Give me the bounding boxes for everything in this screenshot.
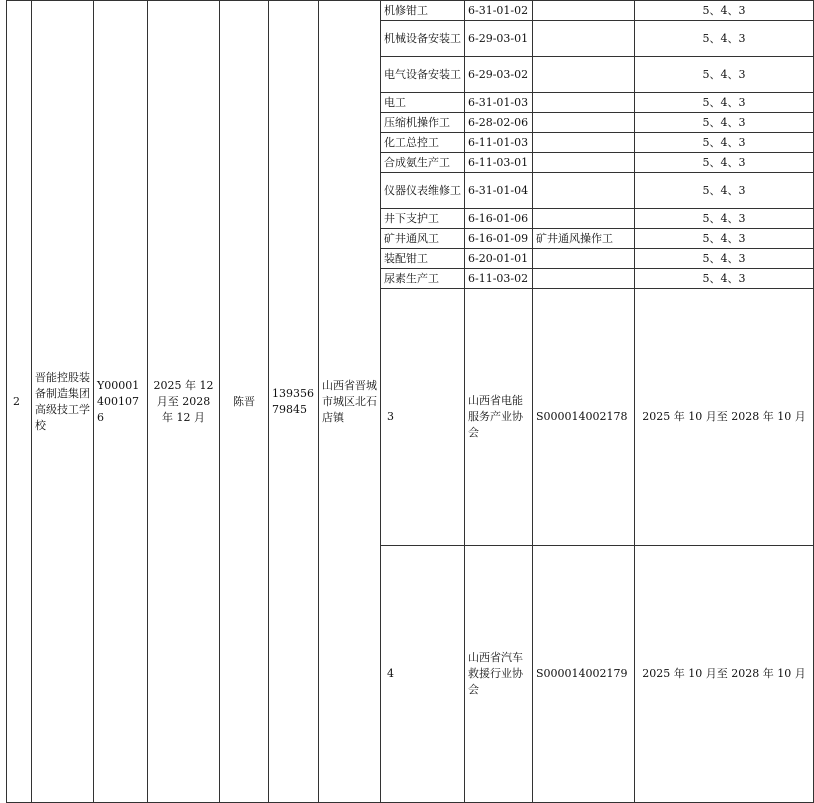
job-levels-cell: 5、4、3 [635,229,814,249]
job-sub-cell [533,269,635,289]
job-code-cell: 6-28-02-06 [465,113,533,133]
validity-period-cell: 2025 年 10 月至 2028 年 10 月 [635,546,814,803]
job-levels-cell: 5、4、3 [635,1,814,21]
job-sub-cell: 矿井通风操作工 [533,229,635,249]
job-name-cell: 仪器仪表维修工 [381,173,465,209]
job-sub-cell [533,1,635,21]
job-code-cell: 6-20-01-01 [465,249,533,269]
job-code-cell: 6-31-01-02 [465,1,533,21]
job-levels-cell: 5、4、3 [635,133,814,153]
job-sub-cell [533,113,635,133]
contact-person-cell: 陈晋 [220,1,269,803]
job-levels-cell: 5、4、3 [635,93,814,113]
address-cell: 山西省晋城市城区北石店镇 [319,1,381,803]
job-sub-cell [533,57,635,93]
org-code-cell: S000014002179 [533,546,635,803]
job-levels-cell: 5、4、3 [635,153,814,173]
job-code-cell: 6-16-01-09 [465,229,533,249]
job-code-cell: 6-11-01-03 [465,133,533,153]
job-sub-cell [533,21,635,57]
validity-period-cell: 2025 年 10 月至 2028 年 10 月 [635,289,814,546]
job-sub-cell [533,209,635,229]
job-code-cell: 6-11-03-02 [465,269,533,289]
job-levels-cell: 5、4、3 [635,57,814,93]
org-code-cell: Y000014001076 [94,1,148,803]
job-name-cell: 机械设备安装工 [381,21,465,57]
job-code-cell: 6-29-03-01 [465,21,533,57]
job-levels-cell: 5、4、3 [635,269,814,289]
job-levels-cell: 5、4、3 [635,209,814,229]
job-sub-cell [533,133,635,153]
job-sub-cell [533,93,635,113]
job-levels-cell: 5、4、3 [635,173,814,209]
job-name-cell: 尿素生产工 [381,269,465,289]
job-code-cell: 6-29-03-02 [465,57,533,93]
job-code-cell: 6-31-01-04 [465,173,533,209]
job-levels-cell: 5、4、3 [635,113,814,133]
job-name-cell: 机修钳工 [381,1,465,21]
job-sub-cell [533,173,635,209]
seq-cell: 3 [381,289,465,546]
job-name-cell: 井下支护工 [381,209,465,229]
job-code-cell: 6-11-03-01 [465,153,533,173]
org-code-cell: S000014002178 [533,289,635,546]
job-code-cell: 6-16-01-06 [465,209,533,229]
job-levels-cell: 5、4、3 [635,21,814,57]
table-row [7,1,814,21]
validity-period-cell: 2025 年 12 月至 2028 年 12 月 [148,1,220,803]
job-name-cell: 合成氨生产工 [381,153,465,173]
org-name-cell: 山西省电能服务产业协会 [465,289,533,546]
job-name-cell: 矿井通风工 [381,229,465,249]
job-name-cell: 装配钳工 [381,249,465,269]
seq-cell: 4 [381,546,465,803]
org-name-cell: 山西省汽车救援行业协会 [465,546,533,803]
job-name-cell: 压缩机操作工 [381,113,465,133]
org-name-cell: 晋能控股装备制造集团高级技工学校 [32,1,94,803]
job-code-cell: 6-31-01-03 [465,93,533,113]
phone-cell: 13935679845 [269,1,319,803]
job-sub-cell [533,153,635,173]
institution-table [6,0,814,803]
job-name-cell: 电气设备安装工 [381,57,465,93]
job-name-cell: 化工总控工 [381,133,465,153]
seq-cell: 2 [7,1,32,803]
job-levels-cell: 5、4、3 [635,249,814,269]
job-sub-cell [533,249,635,269]
job-name-cell: 电工 [381,93,465,113]
